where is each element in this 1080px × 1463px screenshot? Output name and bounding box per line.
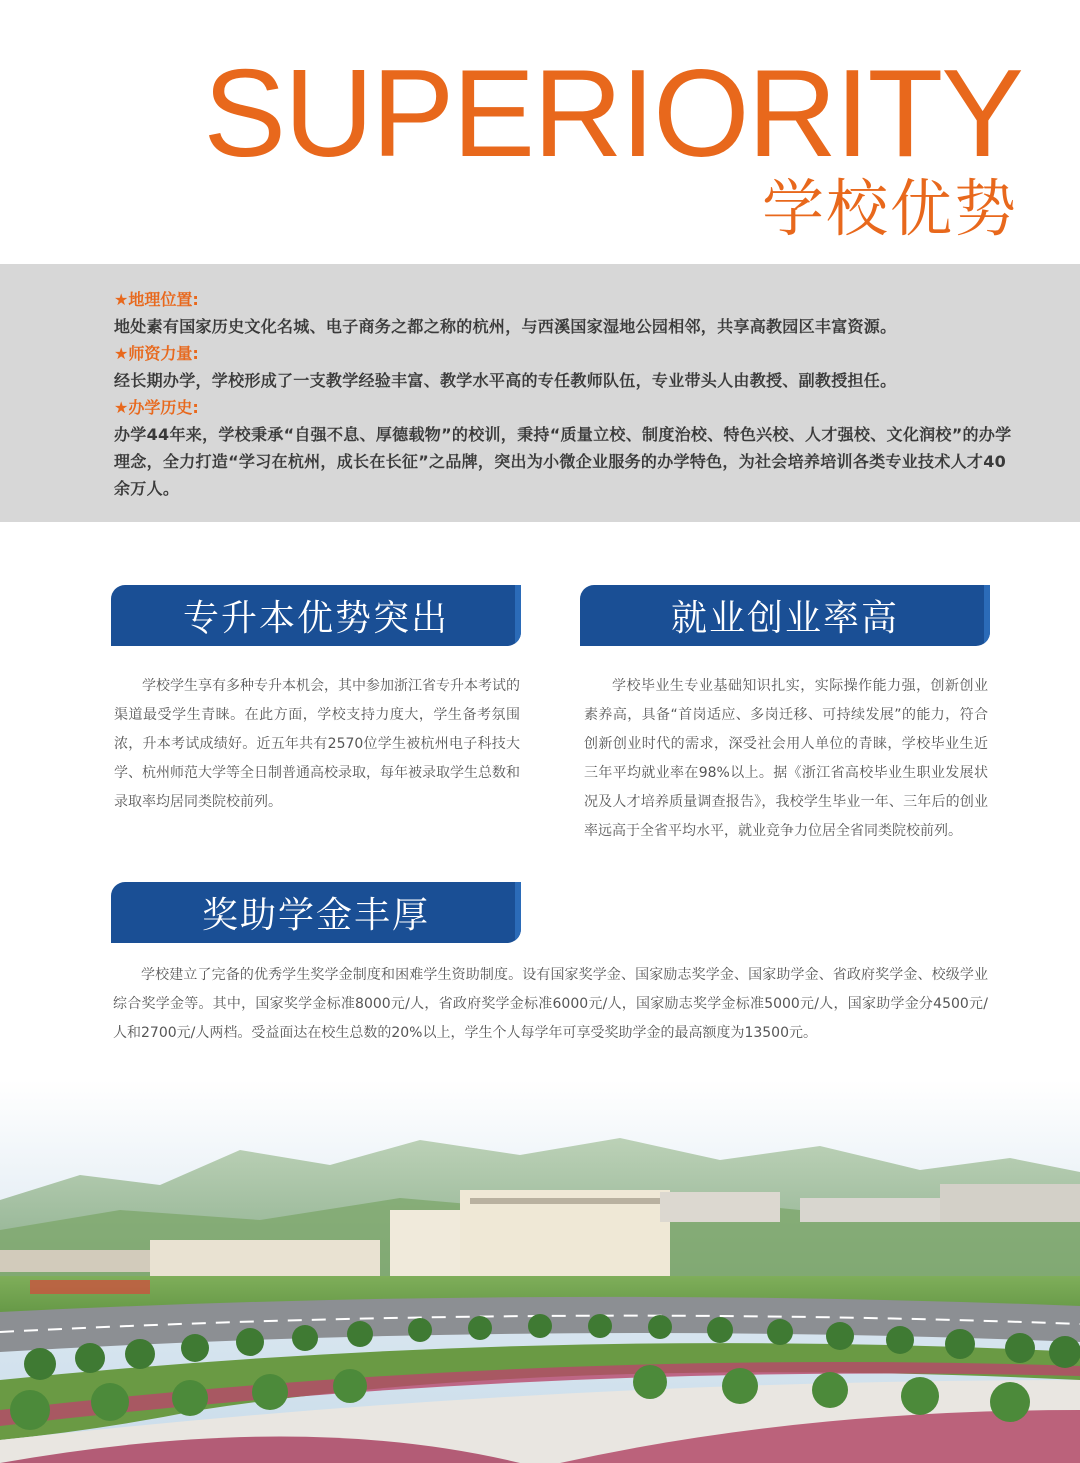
info-heading-faculty: ★师资力量: xyxy=(114,344,199,363)
section-tab-scholarship xyxy=(111,882,521,943)
info-text-location: 地处素有国家历史文化名城、电子商务之都之称的杭州，与西溪国家湿地公园相邻，共享高教园区丰富资源。 xyxy=(114,317,897,336)
section-title-scholarship: 奖助学金丰厚 xyxy=(201,895,430,936)
campus-panorama-image xyxy=(0,1080,1080,1463)
hero-title: SUPERIORITY xyxy=(203,45,1022,183)
info-list xyxy=(114,286,1014,502)
info-band xyxy=(0,264,1080,522)
info-heading-history: ★办学历史: xyxy=(114,398,199,417)
section-title-employment: 就业创业率高 xyxy=(670,598,899,639)
info-heading-location: ★地理位置: xyxy=(114,290,199,309)
section-body-upgrade: 学校学生享有多种专升本机会，其中参加浙江省专升本考试的渠道最受学生青睐。在此方面，学校支持力度大，学生备考氛围浓，升本考试成绩好。近五年共有2570位学生被杭州电子科技大学、杭州师范大学等全日制普通高校录取，每年被录取学生总数和录取率均居同类院校前列。 xyxy=(114,678,520,810)
section-tab-upgrade xyxy=(111,585,521,646)
campus-panorama-svg xyxy=(0,1080,1080,1463)
hero-subtitle: 学校优势 xyxy=(761,172,1018,245)
info-text-faculty: 经长期办学，学校形成了一支教学经验丰富、教学水平高的专任教师队伍，专业带头人由教授、副教授担任。 xyxy=(114,371,897,390)
section-body-employment: 学校毕业生专业基础知识扎实，实际操作能力强，创新创业素养高，具备“首岗适应、多岗迁移、可持续发展”的能力，符合创新创业时代的需求，深受社会用人单位的青睐，学校毕业生近三年平均就业率在98%以上。据《浙江省高校毕业生职业发展状况及人才培养质量调查报告》，我校学生毕业一年、三年后的创业率远高于全省平均水平，就业竞争力位居全省同类院校前列。 xyxy=(584,678,988,839)
section-body-scholarship: 学校建立了完备的优秀学生奖学金制度和困难学生资助制度。设有国家奖学金、国家励志奖学金、国家助学金、省政府奖学金、校级学业综合奖学金等。其中，国家奖学金标准8000元/人，省政府奖学金标准6000元/人，国家励志奖学金标准5000元/人，国家助学金分4500元/人和2700元/人两档。受益面达在校生总数的20%以上，学生个人每学年可享受奖助学金的最高额度为13500元。 xyxy=(113,967,988,1041)
section-title-upgrade: 专升本优势突出 xyxy=(182,598,449,639)
info-text-history: 办学44年来，学校秉承“自强不息、厚德载物”的校训，秉持“质量立校、制度治校、特色兴校、人才强校、文化润校”的办学理念，全力打造“学习在杭州，成长在长征”之品牌，突出为小微企业服务的办学特色，为社会培养培训各类专业技术人才40余万人。 xyxy=(114,425,1012,498)
section-tab-employment xyxy=(580,585,990,646)
